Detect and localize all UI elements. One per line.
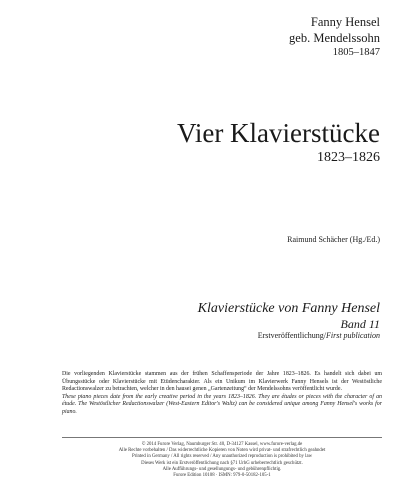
description-german: Die vorliegenden Klavierstücke stammen aus der frühen Schaffensperiode der Jahre 1823–1826. Es handelt sich dabei um Übungsstücke oder Klavierstücke mit Etüdencharakter. Als ein Unikum im Klavierwerk Fanny Hensels ist der Westöstliche Redactionswalzer zu betrachten, welcher in den hausei genen „Gartenzeitung“ der Mendelssohns veröffentlicht wurde.	[62, 371, 382, 393]
composer-block	[160, 14, 380, 60]
first-publication-en: First publication	[326, 331, 380, 340]
footer-line-rights-en: Printed in Germany / All rights reserved / Any unauthorized reproduction is prohibited by law	[131, 454, 313, 460]
imprint-footer	[62, 442, 382, 479]
footer-line-rights-de: Alle Rechte vorbehalten / Das widerrechtliche Kopieren von Noten wird privat- und strafrechtlich geahndet	[118, 448, 326, 454]
first-publication	[80, 331, 380, 341]
first-publication-de: Erstveröffentlichung/	[257, 331, 326, 340]
series-name: Klavierstücke von Fanny Hensel	[197, 301, 380, 316]
footer-line-edition: Furore Edition 10108 · ISMN: 979-0-50182-105-1	[173, 473, 271, 479]
composer-name: Fanny Hensel	[310, 15, 380, 29]
description-english: These piano pieces date from the early creative period in the years 1823–1826. They are études or pieces with the character of an étude. The Westöstlicher Redactionswalzer (West-Eastern Editor's Waltz) can be considered unique among Fanny Hensel's works for piano.	[62, 393, 382, 415]
series-block	[80, 300, 380, 341]
editor-credit: Raimund Schächer (Hg./Ed.)	[287, 235, 380, 244]
series-band: Band 11	[340, 317, 380, 331]
work-years: 1823–1826	[317, 150, 380, 165]
composer-dates: 1805–1847	[332, 47, 380, 58]
description	[62, 371, 382, 417]
composer-birth-name: geb. Mendelssohn	[289, 31, 380, 45]
footer-line-performance: Alle Aufführungs- und gesellungungs- und gebührenpflichtig.	[162, 466, 282, 472]
footer-divider	[62, 437, 382, 438]
footer-line-copyright: Dieses Werk ist ein Erstveröffentlichung nach §71 UrhG urheberrechtlich geschützt.	[141, 460, 303, 466]
work-title: Vier Klavierstücke	[176, 118, 380, 148]
footer-line-publisher: © 2014 Furore Verlag, Naumburger Str. 40, D-34127 Kassel, www.furore-verlag.de	[141, 442, 303, 447]
